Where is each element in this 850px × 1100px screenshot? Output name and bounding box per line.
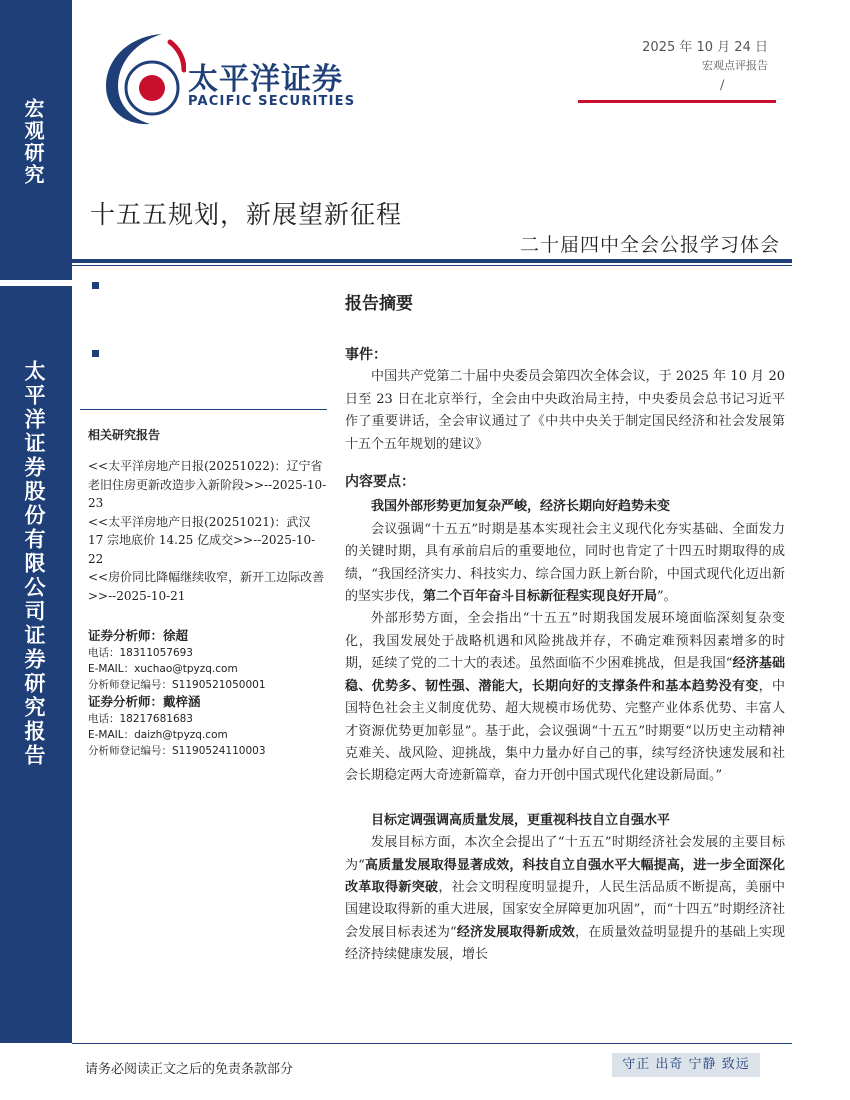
text-run: ，在质量效益明显提升的基础上实现经济持续健康发展，增长 xyxy=(345,924,785,963)
point-paragraph xyxy=(345,608,785,787)
logo-name-en: PACIFIC SECURITIES xyxy=(188,94,356,109)
analyst-phone: 电话：18311057693 xyxy=(88,647,193,659)
analyst-email[interactable]: E-MAIL：daizh@tpyzq.com xyxy=(88,729,228,741)
event-paragraph: 中国共产党第二十届中央委员会第四次全体会议，于 2025 年 10 月 20 日至 23 日在北京举行，全会由中央政治局主持，中央委员会总书记习近平作了重要讲话，全会审议通过了《中共中央关于制定国民经济和社会发展第十五个五年规划的建议》 xyxy=(345,369,785,452)
related-report-link[interactable]: <<太平洋房地产日报(20251021)：武汉 17 宗地底价 14.25 亿成交>>--2025-10-22 xyxy=(88,514,316,566)
analyst-heading xyxy=(88,627,328,645)
title-divider xyxy=(72,259,792,263)
analyst-block xyxy=(88,627,328,759)
text-run-bold: 高质量发展取得显著成效，科技自立自强水平大幅提高，进一步全面深化改革取得新突破 xyxy=(345,857,785,895)
analyst-heading xyxy=(88,693,328,711)
point-subheading: 目标定调强调高质量发展，更重视科技自立自强水平 xyxy=(371,812,671,828)
analyst-role: 证券分析师： xyxy=(88,628,164,643)
related-report-link[interactable]: <<太平洋房地产日报(20251022)：辽宁省老旧住房更新改造步入新阶段>>--2025-10-23 xyxy=(88,459,327,510)
footer-motto: 守正 出奇 宁静 致远 xyxy=(612,1053,760,1077)
footer-divider xyxy=(72,1043,792,1044)
report-date: 2025 年 10 月 24 日 xyxy=(642,40,768,55)
analyst-email[interactable]: E-MAIL：xuchao@tpyzq.com xyxy=(88,663,238,675)
related-report-link[interactable]: <<房价同比降幅继续收窄，新开工边际改善>>--2025-10-21 xyxy=(88,570,325,603)
logo-name-cn: 太平洋证券 xyxy=(188,62,343,97)
sidebar xyxy=(0,0,72,1100)
points-heading: 内容要点： xyxy=(345,474,415,491)
text-run: ，中国特色社会主义制度优势、超大规模市场优势、完整产业体系优势、丰富人才资源优势更加彰显”。基于此，会议强调“十五五”时期要“以历史主动精神克难关、战风险、迎挑战，集中力量办好自己的事，续写经济快速发展和社会长期稳定两大奇迹新篇章，奋力开创中国式现代化建设新局面。” xyxy=(345,678,785,784)
analyst-name: 徐超 xyxy=(163,628,189,643)
sidebar-company-label: 太平洋证券股份有限公司证券研究报告 xyxy=(22,360,46,768)
left-column-divider xyxy=(80,409,327,410)
text-run: 发展目标方面，本次全会提出了“十五五”时期经济社会发展的主要目标为“ xyxy=(345,835,785,873)
text-run: ，社会文明程度明显提升，人民生活品质不断提高，美丽中国建设取得新的重大进展，国家安全屏障更加巩固”，而“十四五”时期经济社会发展目标表述为“ xyxy=(345,879,785,940)
analyst-phone: 电话：18217681683 xyxy=(88,713,193,725)
analyst-name: 戴梓涵 xyxy=(163,694,201,709)
bullet-square-icon xyxy=(92,350,99,357)
text-run: 会议强调“十五五”时期是基本实现社会主义现代化夯实基础、全面发力的关键时期，具有承前启后的重要地位，同时也肯定了十四五时期取得的成绩，“我国经济实力、科技实力、综合国力跃上新台阶，中国式现代化迈出新的坚实步伐， xyxy=(345,521,785,605)
event-heading: 事件： xyxy=(345,347,387,363)
analyst-role: 证券分析师： xyxy=(88,694,164,709)
logo-emblem-icon xyxy=(100,28,186,128)
text-run: 外部形势方面，全会指出“十五五”时期我国发展环境面临深刻复杂变化，我国发展处于战略机遇和风险挑战并存，不确定难预料因素增多的时期，延续了党的二十大的表述。虽然面临不少困难挑战，但是我国“ xyxy=(345,611,785,672)
text-run-bold: 经济基础稳、优势多、韧性强、潜能大，长期向好的支撑条件和基本趋势没有变 xyxy=(345,656,785,694)
header-slash: / xyxy=(720,78,725,93)
footer-disclaimer: 请务必阅读正文之后的免责条款部分 xyxy=(85,1062,294,1077)
bullet-square-icon xyxy=(92,282,99,289)
point-paragraph xyxy=(345,832,785,966)
analyst-registration: 分析师登记编号：S1190524110003 xyxy=(88,745,266,757)
point-paragraph xyxy=(345,519,785,609)
summary-heading: 报告摘要 xyxy=(345,294,413,314)
point-subheading: 我国外部形势更加复杂严峻，经济长期向好趋势未变 xyxy=(371,499,671,515)
main-content xyxy=(345,344,785,967)
report-subtitle: 二十届四中全会公报学习体会 xyxy=(519,234,780,256)
text-run-bold: 第二个百年奋斗目标新征程实现良好开局 xyxy=(423,589,658,605)
title-divider-thin xyxy=(72,265,792,266)
related-reports-title: 相关研究报告 xyxy=(88,428,161,442)
report-title: 十五五规划，新展望新征程 xyxy=(90,200,403,229)
analyst-registration: 分析师登记编号：S1190521050001 xyxy=(88,679,266,691)
sidebar-category-label: 宏观研究 xyxy=(21,98,45,186)
text-run-bold: 经济发展取得新成效 xyxy=(456,924,576,940)
related-reports xyxy=(88,426,328,605)
report-type: 宏观点评报告 xyxy=(702,59,768,72)
header-accent-line xyxy=(578,100,776,103)
text-run: ”。 xyxy=(657,589,677,605)
